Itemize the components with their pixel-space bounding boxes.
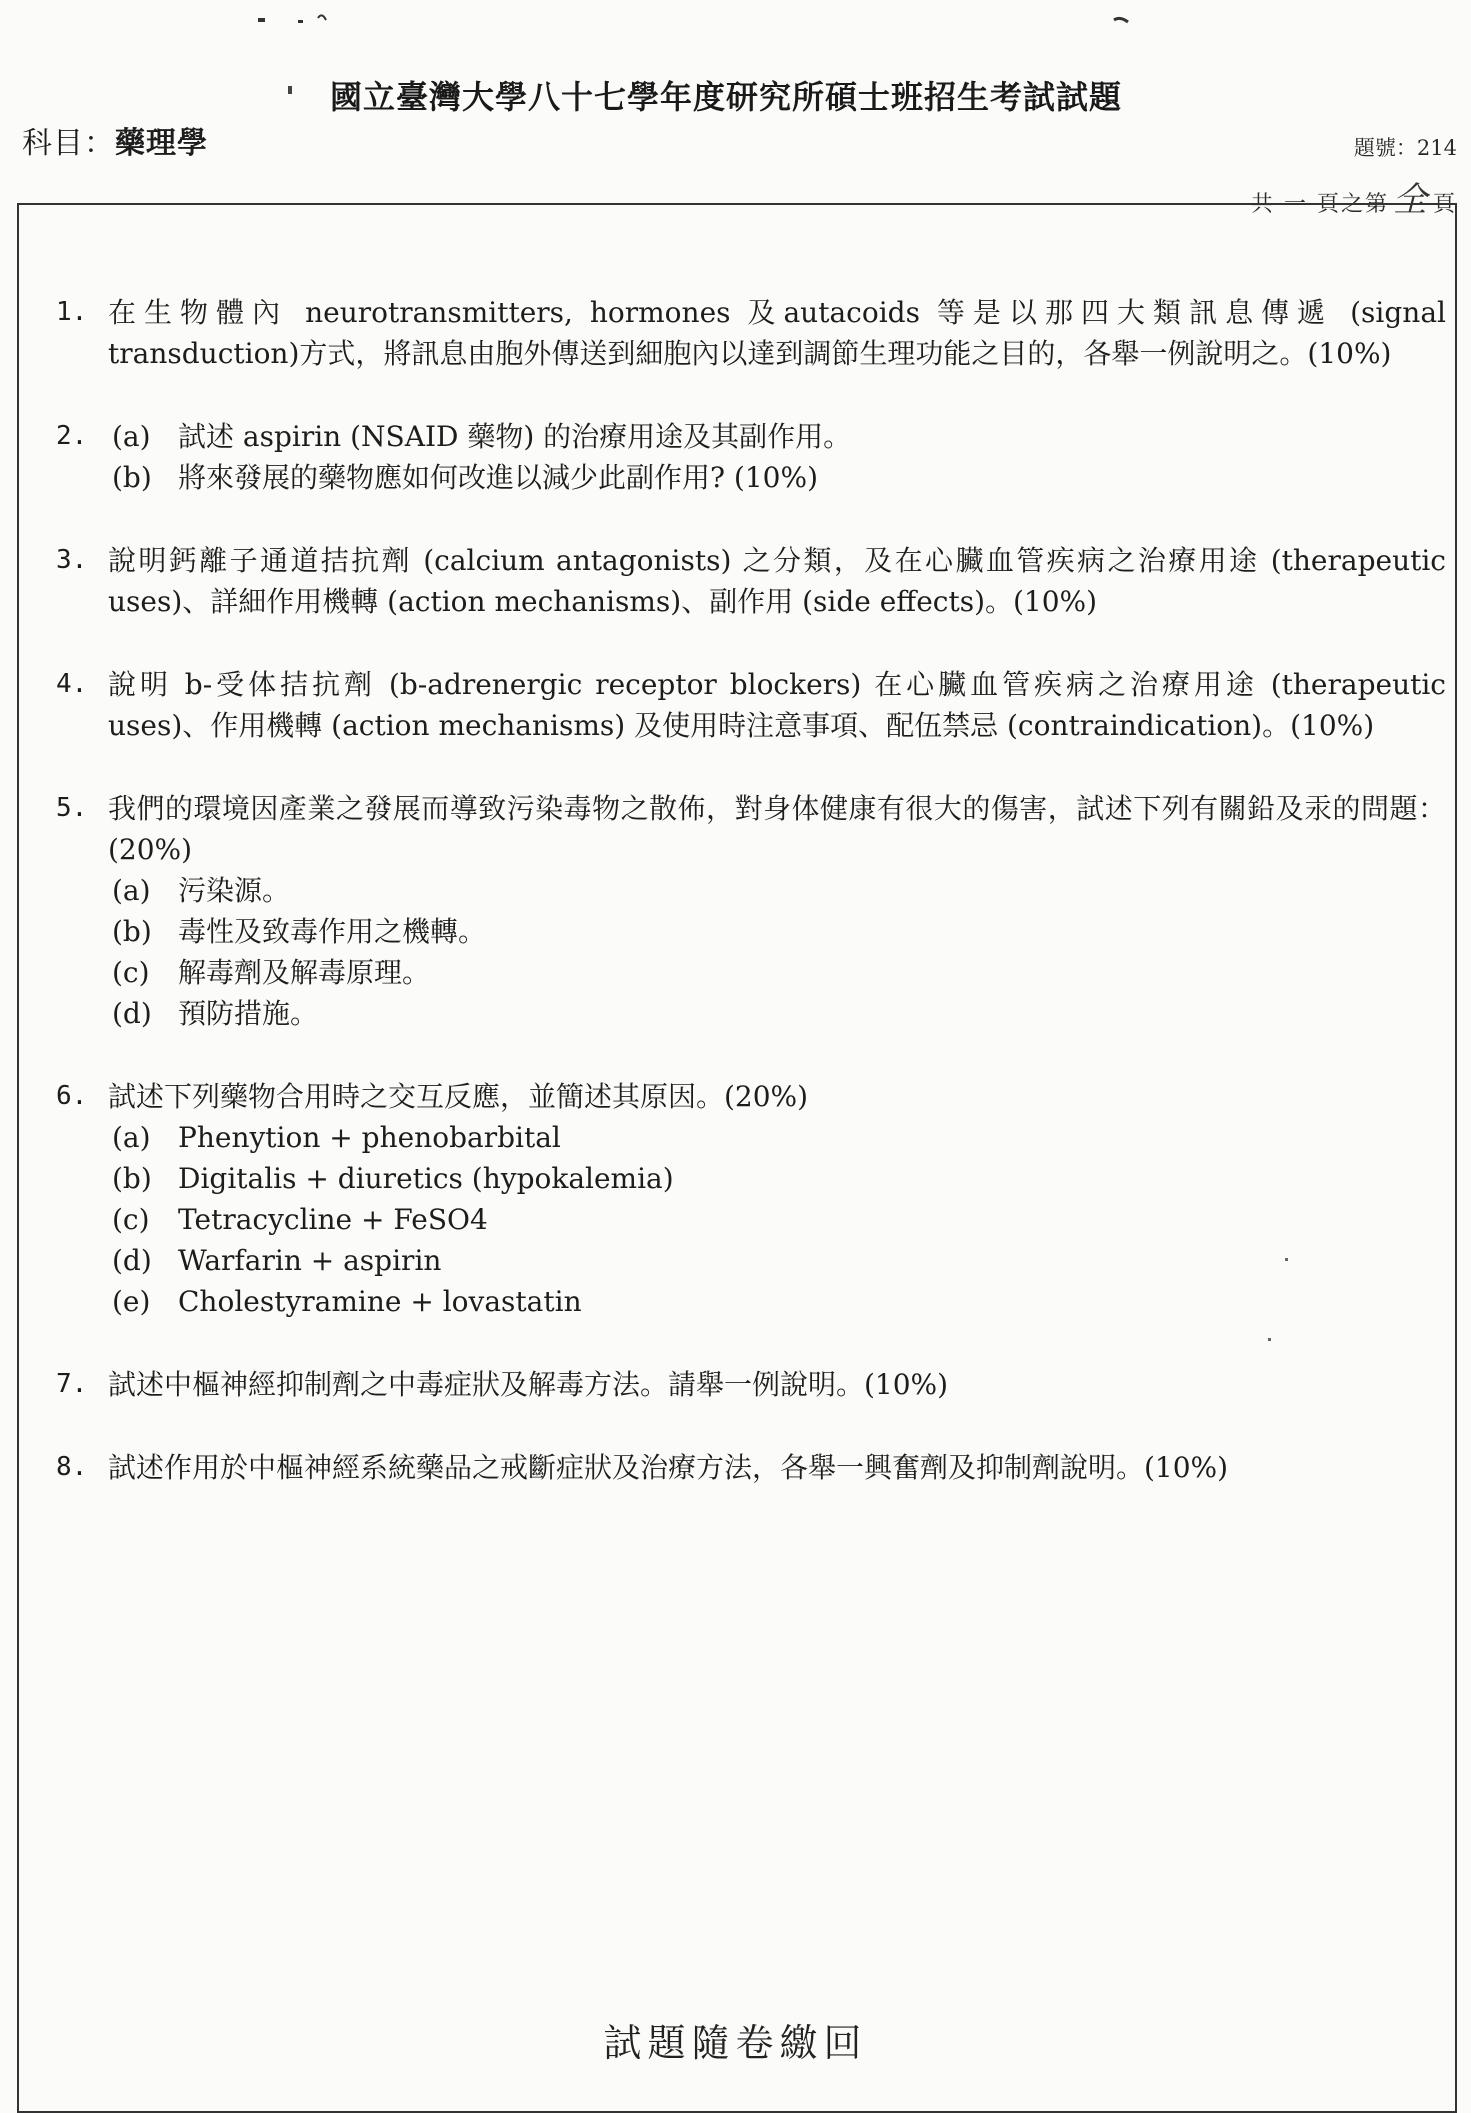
question-body [108, 1447, 1446, 1488]
sub-question [112, 993, 1446, 1034]
question-6 [36, 1076, 1446, 1322]
question-list [36, 292, 1446, 1530]
sub-question-text: 預防措施。 [178, 997, 319, 1030]
return-notice: 試題隨卷繳回 [603, 2021, 868, 2065]
question-number: 5. [56, 793, 88, 823]
sub-question-label: (e) [112, 1285, 151, 1318]
question-text: 我們的環境因產業之發展而導致污染毒物之散佈，對身体健康有很大的傷害，試述下列有關鉛及汞的問題：(20%) [108, 792, 1446, 866]
question-body [108, 1076, 1446, 1322]
sub-question [112, 870, 1446, 911]
pages-handwritten: 全 [1392, 180, 1429, 220]
question-number: 8. [56, 1452, 88, 1482]
sub-question-label: (c) [112, 956, 150, 989]
question-number: 3. [56, 545, 88, 575]
sub-question [112, 1199, 1446, 1240]
sub-question-text: 將來發展的藥物應如何改進以減少此副作用? (10%) [178, 461, 818, 494]
sub-question-text: Phenytion + phenobarbital [178, 1121, 561, 1154]
question-text: 試述下列藥物合用時之交互反應，並簡述其原因。(20%) [108, 1080, 809, 1113]
sub-question [112, 1117, 1446, 1158]
sub-question [112, 1281, 1446, 1322]
question-number: 7. [56, 1369, 88, 1399]
sub-question-label: (c) [112, 1203, 150, 1236]
sub-question-text: 污染源。 [178, 874, 291, 907]
question-text: 試述作用於中樞神經系統藥品之戒斷症狀及治療方法，各舉一興奮劑及抑制劑說明。(10%) [108, 1451, 1229, 1484]
sub-question-label: (b) [112, 461, 152, 494]
sub-question-label: (b) [112, 915, 152, 948]
question-body [108, 788, 1446, 1034]
sub-question [112, 416, 1446, 457]
question-7 [36, 1364, 1446, 1405]
scan-speck [318, 15, 326, 20]
question-body [108, 540, 1446, 622]
question-4 [36, 664, 1446, 746]
sub-question-text: 解毒劑及解毒原理。 [178, 956, 431, 989]
question-text: 說明 b-受体拮抗劑 (b-adrenergic receptor blockers) 在心臟血管疾病之治療用途 (therapeutic uses)、作用機轉 (action mechanisms) 及使用時注意事項、配伍禁忌 (contraindication)。(10%) [108, 668, 1446, 742]
question-body [108, 292, 1446, 374]
pages-prefix: 共 一 頁之第 [1250, 192, 1389, 217]
question-number: 4. [56, 669, 88, 699]
sub-question-text: 毒性及致毒作用之機轉。 [178, 915, 487, 948]
sub-question-text: Digitalis + diuretics (hypokalemia) [178, 1162, 674, 1195]
sub-question-label: (a) [112, 420, 151, 453]
question-1 [36, 292, 1446, 374]
subject [22, 118, 208, 162]
sub-question [112, 1240, 1446, 1281]
question-number: 6. [56, 1081, 88, 1111]
question-number: 1. [56, 297, 88, 327]
sub-question-label: (d) [112, 997, 152, 1030]
question-text: 說明鈣離子通道拮抗劑 (calcium antagonists) 之分類，及在心臟血管疾病之治療用途 (therapeutic uses)、詳細作用機轉 (action mechanisms)、副作用 (side effects)。(10%) [108, 544, 1446, 618]
question-body [108, 1364, 1446, 1405]
pages-suffix: 頁 [1432, 192, 1457, 217]
question-body [108, 664, 1446, 746]
question-8 [36, 1447, 1446, 1488]
sub-question-label: (a) [112, 874, 151, 907]
sub-question-label: (a) [112, 1121, 151, 1154]
sub-question [112, 952, 1446, 993]
subject-value: 藥理學 [115, 126, 208, 161]
sub-question-label: (d) [112, 1244, 152, 1277]
question-code: 題號：214 [1353, 136, 1457, 160]
exam-title: 國立臺灣大學八十七學年度研究所碩士班招生考試試題 [330, 78, 1123, 116]
sub-question [112, 911, 1446, 952]
question-number: 2. [56, 421, 88, 451]
question-2 [36, 416, 1446, 498]
scan-speck [1114, 18, 1128, 22]
sub-question [112, 1158, 1446, 1199]
sub-question [112, 457, 1446, 498]
sub-question-text: Cholestyramine + lovastatin [178, 1285, 582, 1318]
question-text: 在生物體內 neurotransmitters, hormones 及autacoids 等是以那四大類訊息傳遞 (signal transduction)方式，將訊息由胞外傳送到細胞內以達到調節生理功能之目的，各舉一例說明之。(10%) [108, 296, 1446, 370]
sub-question-text: 試述 aspirin (NSAID 藥物) 的治療用途及其副作用。 [178, 420, 852, 453]
scan-speck [288, 86, 292, 94]
scan-speck [298, 20, 303, 23]
sub-question-label: (b) [112, 1162, 152, 1195]
question-body [108, 416, 1446, 498]
subject-label: 科目： [22, 126, 115, 161]
question-5 [36, 788, 1446, 1034]
question-text: 試述中樞神經抑制劑之中毒症狀及解毒方法。請舉一例說明。(10%) [108, 1368, 949, 1401]
sub-question-text: Tetracycline + FeSO4 [178, 1203, 488, 1236]
question-3 [36, 540, 1446, 622]
scan-speck [258, 18, 265, 22]
sub-question-text: Warfarin + aspirin [178, 1244, 442, 1277]
